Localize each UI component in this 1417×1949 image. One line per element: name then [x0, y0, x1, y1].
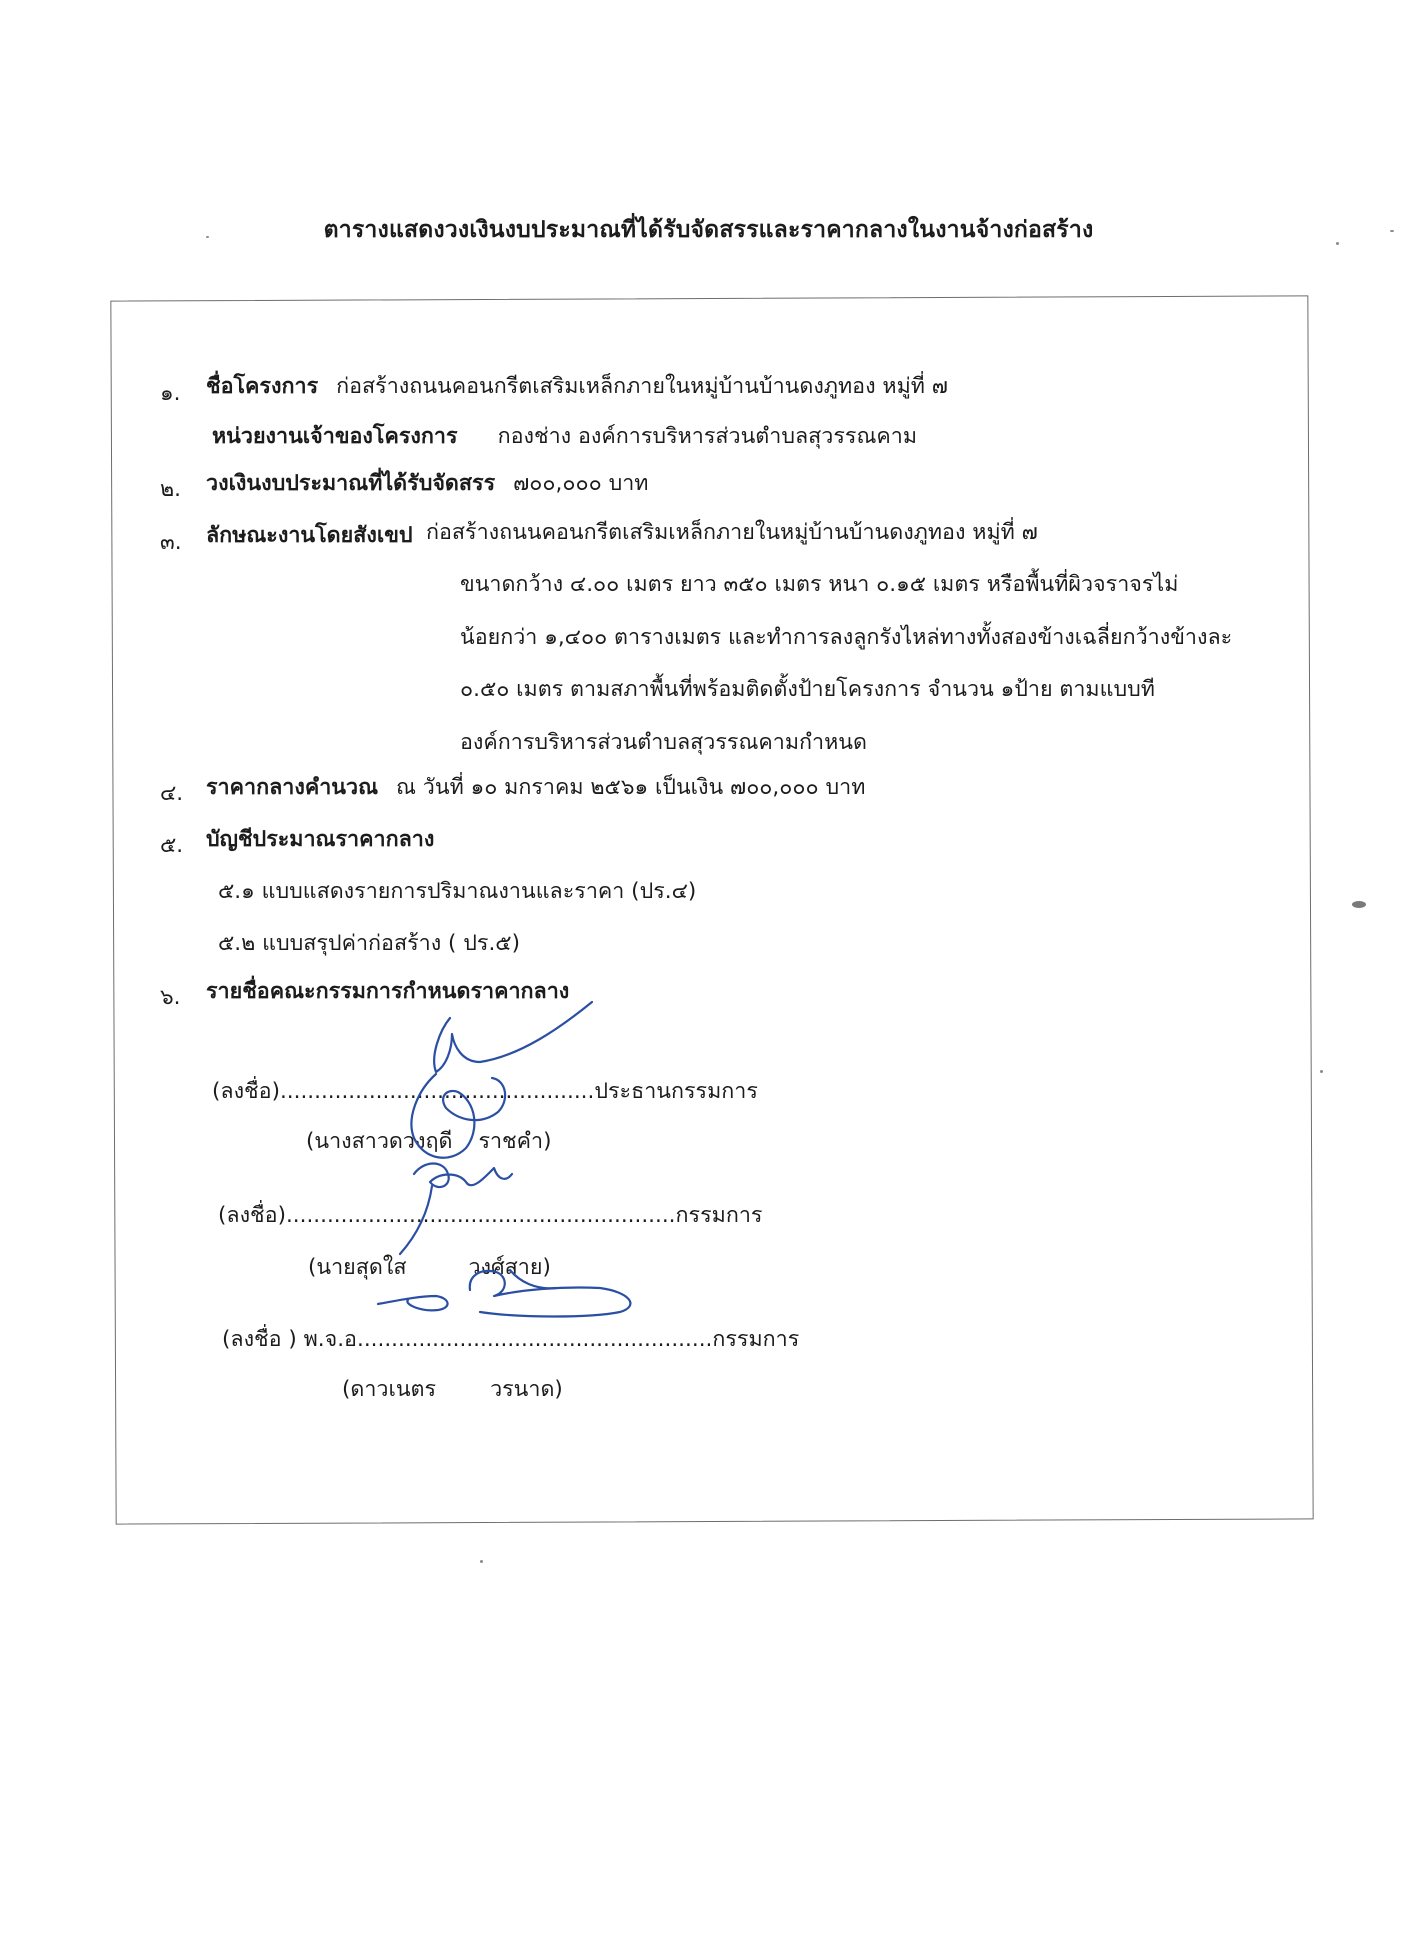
item-1-label: ชื่อโครงการ [206, 374, 319, 399]
signer-name-chairman [306, 1124, 552, 1158]
item-3-line-1: ก่อสร้างถนนคอนกรีตเสริมเหล็กภายในหมู่บ้านบ้านดงภูทอง หมู่ที่ ๗ [426, 520, 1038, 545]
signer-name-member-1 [308, 1250, 551, 1284]
signature-line-member-1 [218, 1198, 762, 1232]
item-1-row [206, 369, 948, 403]
signature-prefix: (ลงชื่อ ) พ.จ.อ. [222, 1327, 364, 1352]
scan-speck [1336, 242, 1339, 245]
item-2-row [206, 466, 648, 500]
item-3-line-3: น้อยกว่า ๑,๔๐๐ ตารางเมตร และทำการลงลูกรังไหล่ทางทั้งสองข้างเฉลี่ยกว้างข้างละ [460, 625, 1233, 650]
signature-prefix: (ลงชื่อ) [212, 1079, 280, 1104]
signature-dots: ......................................................... [285, 1203, 676, 1228]
signer-last-name: ราชคำ) [478, 1129, 552, 1154]
item-5-sub-1: ๕.๑ แบบแสดงรายการปริมาณงานและราคา (ปร.๔) [218, 879, 697, 904]
scan-speck [480, 1560, 483, 1563]
signature-role: ประธานกรรมการ [594, 1079, 758, 1104]
item-2-label: วงเงินงบประมาณที่ได้รับจัดสรร [206, 471, 496, 496]
page-title: ตารางแสดงวงเงินงบประมาณที่ได้รับจัดสรรและราคากลางในงานจ้างก่อสร้าง [323, 217, 1094, 243]
scan-speck [1352, 901, 1366, 908]
signer-last-name: วงศ์สาย) [468, 1255, 551, 1280]
scan-speck [1390, 230, 1394, 232]
item-5-row [206, 822, 434, 856]
item-6-number: ๖. [160, 985, 181, 1010]
item-1-value: ก่อสร้างถนนคอนกรีตเสริมเหล็กภายในหมู่บ้านบ้านดงภูทอง หมู่ที่ ๗ [336, 374, 948, 399]
item-6-row [206, 974, 569, 1008]
signature-dots: .............................................. [279, 1079, 595, 1104]
item-1-number: ๑. [160, 381, 181, 406]
item-5-sub-2: ๕.๒ แบบสรุปค่าก่อสร้าง ( ปร.๕) [218, 931, 520, 956]
item-3-line-2: ขนาดกว้าง ๔.๐๐ เมตร ยาว ๓๕๐ เมตร หนา ๐.๑๕ เมตร หรือพื้นที่ผิวจราจรไม่ [460, 572, 1179, 597]
signature-role: กรรมการ [675, 1203, 763, 1228]
item-4-number: ๔. [160, 781, 184, 806]
item-1-owner-value: กองช่าง องค์การบริหารส่วนตำบลสุวรรณคาม [497, 424, 918, 449]
signature-role: กรรมการ [712, 1327, 800, 1352]
item-1-owner-row [212, 419, 917, 453]
scan-speck [1320, 1070, 1323, 1073]
item-4-row [206, 770, 865, 804]
signer-first-name: (ดาวเนตร [342, 1377, 437, 1402]
scan-speck [206, 236, 209, 238]
item-6-label: รายชื่อคณะกรรมการกำหนดราคากลาง [206, 979, 570, 1004]
signer-last-name: วรนาด) [490, 1377, 563, 1402]
item-3-number: ๓. [160, 530, 182, 555]
item-5-label: บัญชีประมาณราคากลาง [206, 827, 435, 852]
signature-line-member-2 [222, 1322, 799, 1356]
item-4-label: ราคากลางคำนวณ [206, 775, 379, 800]
signature-line-chairman [212, 1074, 758, 1108]
item-1-owner-label: หน่วยงานเจ้าของโครงการ [212, 424, 458, 449]
item-3-label: ลักษณะงานโดยสังเขป [206, 523, 413, 548]
item-4-value: ณ วันที่ ๑๐ มกราคม ๒๕๖๑ เป็นเงิน ๗๐๐,๐๐๐ บาท [396, 775, 866, 800]
signer-first-name: (นายสุดใส [308, 1255, 407, 1280]
signature-prefix: (ลงชื่อ) [218, 1203, 286, 1228]
item-2-value: ๗๐๐,๐๐๐ บาท [513, 471, 649, 496]
signature-dots: ................................................... [363, 1327, 713, 1352]
item-5-number: ๕. [160, 833, 184, 858]
item-3-label-row [206, 518, 413, 552]
item-2-number: ๒. [160, 477, 182, 502]
signer-first-name: (นางสาวดวงฤดี [306, 1129, 453, 1154]
item-3-line-5: องค์การบริหารส่วนตำบลสุวรรณคามกำหนด [460, 730, 867, 755]
signer-name-member-2 [342, 1372, 563, 1406]
item-3-line-4: ๐.๕๐ เมตร ตามสภาพื้นที่พร้อมติดตั้งป้ายโครงการ จำนวน ๑ป้าย ตามแบบที [460, 677, 1155, 702]
